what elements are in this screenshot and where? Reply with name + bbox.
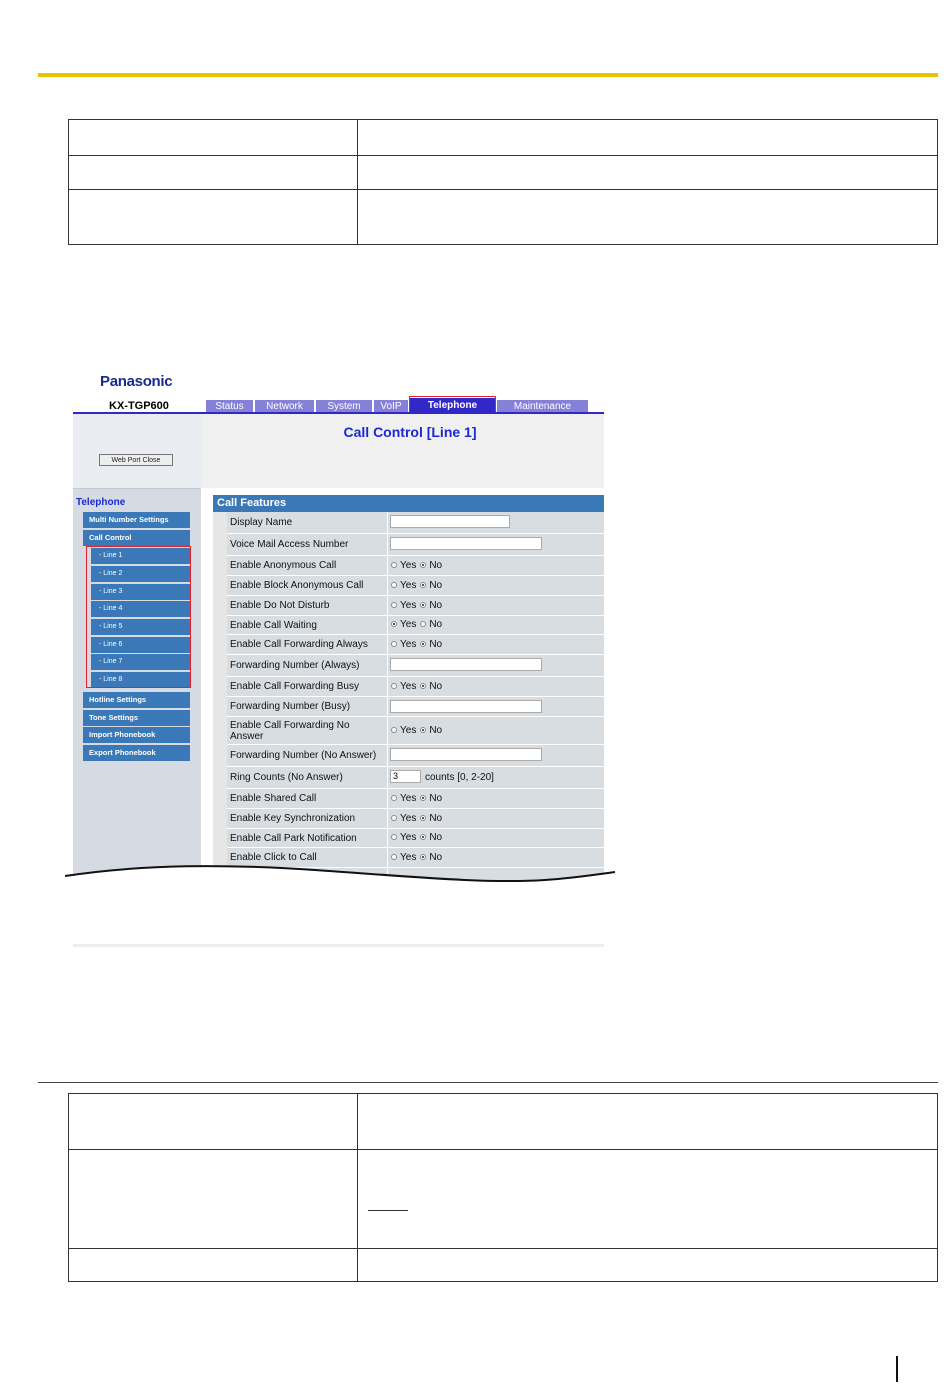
table-cell [69, 190, 358, 245]
field-label: Enable Block Anonymous Call [230, 580, 364, 591]
form-row [227, 717, 604, 745]
ring-counts-input[interactable]: 3 [390, 770, 421, 783]
field-label: Ring Counts (No Answer) [230, 772, 343, 783]
form-row [227, 576, 604, 596]
sidebar-item-import-phonebook[interactable]: Import Phonebook [83, 727, 190, 743]
table-cell [358, 1249, 938, 1282]
bottom-table [68, 1093, 938, 1282]
sidebar-item-line-7[interactable]: - Line 7 [91, 654, 190, 670]
sidebar-item-call-control[interactable]: Call Control [83, 530, 190, 546]
radio-no[interactable]: No [420, 619, 442, 630]
radio-yes[interactable]: Yes [391, 580, 416, 591]
field-label: Enable Shared Call [230, 793, 317, 804]
form-row [227, 829, 604, 848]
form-row [227, 556, 604, 576]
sidebar-item-line-8[interactable]: - Line 8 [91, 672, 190, 688]
radio-no[interactable]: No [420, 725, 442, 736]
radio-yes[interactable]: Yes [391, 681, 416, 692]
underline-mark [368, 1210, 408, 1211]
form-row [227, 512, 604, 534]
table-cell [69, 1150, 358, 1249]
sidebar-item-line-5[interactable]: - Line 5 [91, 619, 190, 635]
radio-no[interactable]: No [420, 852, 442, 863]
form-row [227, 616, 604, 635]
form-row [227, 767, 604, 789]
section-rule [38, 1082, 938, 1083]
radio-yes[interactable]: Yes [391, 639, 416, 650]
table-cell [69, 120, 358, 156]
radio-no[interactable]: No [420, 580, 442, 591]
sidebar-item-multi-number-settings[interactable]: Multi Number Settings [83, 512, 190, 528]
radio-yes[interactable]: Yes [391, 560, 416, 571]
sidebar-item-line-3[interactable]: - Line 3 [91, 584, 190, 600]
top-table [68, 119, 938, 245]
field-label: Enable Call Forwarding Busy [230, 681, 359, 692]
field-label: Enable Do Not Disturb [230, 600, 330, 611]
tab-status[interactable]: Status [206, 400, 253, 413]
form-row [227, 745, 604, 767]
form-row [227, 534, 604, 556]
radio-yes[interactable]: Yes [391, 725, 416, 736]
radio-yes[interactable]: Yes [391, 832, 416, 843]
table-cell [358, 120, 938, 156]
sidebar-top-panel [73, 414, 201, 489]
web-ui-screenshot [73, 365, 604, 885]
ring-counts-range: counts [0, 2-20] [425, 772, 494, 783]
field-label: Enable Call Forwarding No Answer [230, 720, 350, 742]
sidebar-item-export-phonebook[interactable]: Export Phonebook [83, 745, 190, 761]
highlight-box [86, 546, 191, 688]
radio-yes[interactable]: Yes [391, 600, 416, 611]
field-label: Enable Call Waiting [230, 620, 317, 631]
voice-mail-access-number-input[interactable] [390, 537, 542, 550]
table-cell [358, 1150, 938, 1249]
web-port-close-button[interactable]: Web Port Close [99, 454, 173, 466]
brand-logo: Panasonic [100, 373, 173, 390]
table-cell [69, 1249, 358, 1282]
radio-yes[interactable]: Yes [391, 619, 416, 630]
radio-yes[interactable]: Yes [391, 793, 416, 804]
forwarding-number-always-input[interactable] [390, 658, 542, 671]
field-label: Enable Anonymous Call [230, 560, 337, 571]
section-header-call-features: Call Features [213, 495, 604, 512]
faded-bottom-edge [73, 944, 604, 947]
tab-maintenance[interactable]: Maintenance [497, 400, 588, 413]
table-cell [69, 1094, 358, 1150]
header-rule [38, 73, 938, 77]
model-name: KX-TGP600 [109, 400, 169, 412]
forwarding-number-busy-input[interactable] [390, 700, 542, 713]
tab-system[interactable]: System [316, 400, 372, 413]
form-row [227, 596, 604, 616]
form-row [227, 677, 604, 697]
field-label: Display Name [230, 517, 293, 528]
table-cell [69, 156, 358, 190]
radio-no[interactable]: No [420, 560, 442, 571]
page-title: Call Control [Line 1] [343, 424, 477, 440]
form-left-strip [213, 512, 227, 885]
field-label: Enable Click to Call [230, 852, 317, 863]
field-label: Enable Call Park Notification [230, 833, 357, 844]
radio-yes[interactable]: Yes [391, 852, 416, 863]
radio-no[interactable]: No [420, 639, 442, 650]
radio-no[interactable]: No [420, 832, 442, 843]
field-label: Voice Mail Access Number [230, 539, 349, 550]
form-row [227, 635, 604, 655]
field-label: Forwarding Number (Busy) [230, 701, 351, 712]
forwarding-number-no-answer-input[interactable] [390, 748, 542, 761]
field-label: Enable Call Forwarding Always [230, 639, 368, 650]
display-name-input[interactable] [390, 515, 510, 528]
sidebar-item-line-2[interactable]: - Line 2 [91, 566, 190, 582]
sidebar-item-line-4[interactable]: - Line 4 [91, 601, 190, 617]
form-row [227, 655, 604, 677]
form-row [227, 789, 604, 809]
form-row [227, 697, 604, 717]
sidebar-item-line-6[interactable]: - Line 6 [91, 637, 190, 653]
field-label: Enable Key Synchronization [230, 813, 356, 824]
radio-no[interactable]: No [420, 793, 442, 804]
tab-network[interactable]: Network [255, 400, 314, 413]
table-cell [358, 156, 938, 190]
radio-no[interactable]: No [420, 600, 442, 611]
tab-voip[interactable]: VoIP [374, 400, 408, 413]
sidebar-item-tone-settings[interactable]: Tone Settings [83, 710, 190, 726]
sidebar-item-line-1[interactable]: - Line 1 [91, 548, 190, 564]
radio-no[interactable]: No [420, 813, 442, 824]
table-cell [358, 1094, 938, 1150]
torn-edge [65, 860, 615, 950]
page-number-bar [896, 1356, 898, 1382]
field-label: Forwarding Number (Always) [230, 660, 360, 671]
form-row [227, 809, 604, 829]
field-label: Forwarding Number (No Answer) [230, 750, 377, 761]
sidebar-section-telephone: Telephone [76, 497, 126, 508]
table-cell [358, 190, 938, 245]
sidebar-item-hotline-settings[interactable]: Hotline Settings [83, 692, 190, 708]
radio-no[interactable]: No [420, 681, 442, 692]
tab-telephone[interactable]: Telephone [410, 398, 495, 413]
radio-yes[interactable]: Yes [391, 813, 416, 824]
